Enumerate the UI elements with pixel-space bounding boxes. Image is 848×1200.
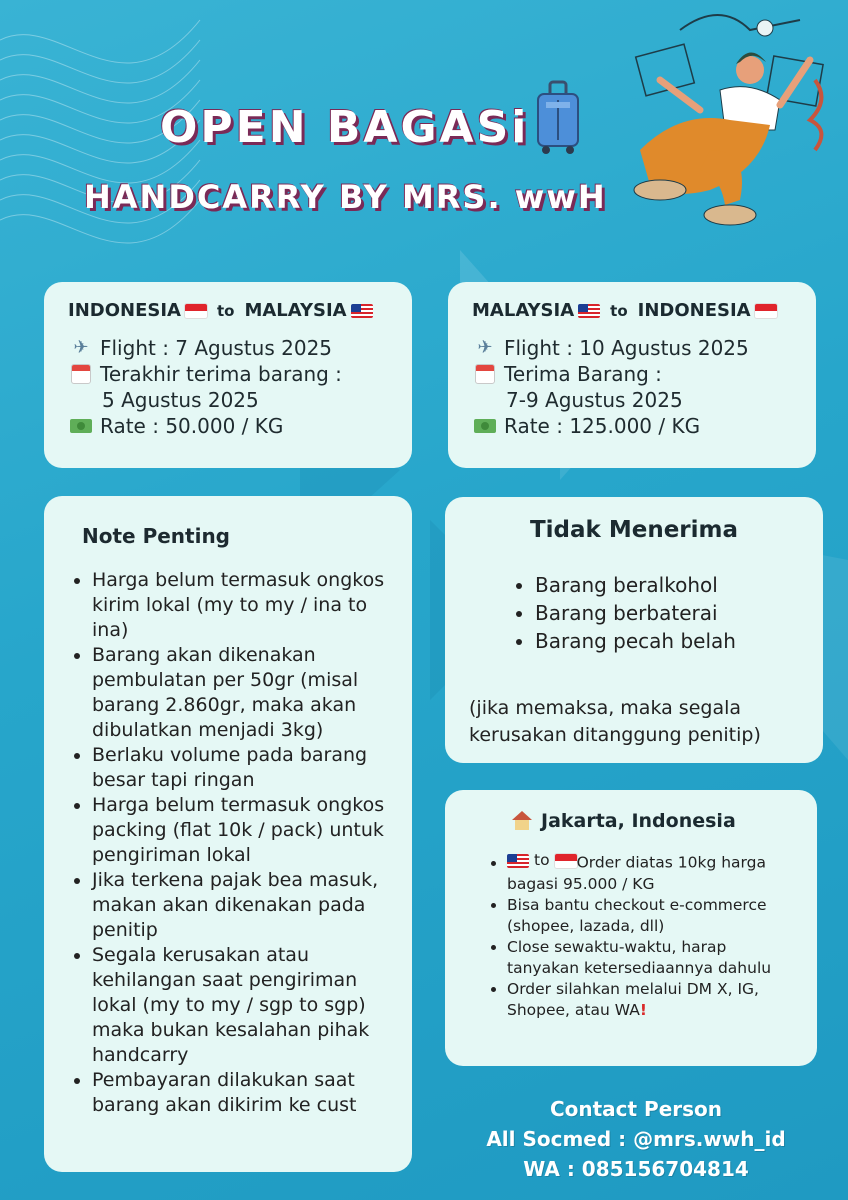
list-item: • Harga belum termasuk ongkos packing (flat 10k / pack) untuk pengiriman lokal <box>92 793 390 868</box>
jakarta-title: Jakarta, Indonesia <box>541 810 736 832</box>
calendar-icon <box>475 364 495 384</box>
route-from: INDONESIA <box>68 300 181 321</box>
not-accepted-note: (jika memaksa, maka segala kerusakan ditanggung penitip) <box>469 697 761 746</box>
contact-socmed: All Socmed : @mrs.wwh_id <box>486 1127 786 1151</box>
deadline-date-line <box>68 387 388 413</box>
calendar-icon <box>71 364 91 384</box>
rate-line <box>472 413 792 439</box>
flag-indonesia-icon <box>755 304 777 318</box>
receive-label: Terima Barang : <box>504 362 662 386</box>
contact-title: Contact Person <box>549 1097 723 1121</box>
note-list <box>72 568 390 1118</box>
list-item <box>507 850 795 895</box>
rate-line <box>68 413 388 439</box>
airplane-icon: ✈ <box>73 337 89 358</box>
suitcase-icon <box>536 80 580 156</box>
order-channels: Order silahkan melalui DM X, IG, Shopee, atau WA <box>507 979 759 1019</box>
note-title: Note Penting <box>82 524 230 548</box>
list-item: • Close sewaktu-waktu, harap tanyakan ketersediaannya dahulu <box>507 937 795 979</box>
flag-malaysia-icon <box>351 304 373 318</box>
money-icon <box>474 419 496 433</box>
route-heading <box>472 300 792 321</box>
flight-line <box>472 335 792 361</box>
house-icon <box>511 811 533 831</box>
flag-malaysia-icon <box>507 854 529 868</box>
route-to-word: • to <box>534 851 550 869</box>
page-title: OPEN BAGASi <box>160 102 530 153</box>
not-accepted-card <box>445 497 823 763</box>
flag-indonesia-icon <box>185 304 207 318</box>
route-card-malaysia-indonesia <box>448 282 816 468</box>
route-to: MALAYSIA <box>244 300 347 321</box>
flight-line <box>68 335 388 361</box>
list-item: • Barang pecah belah <box>535 627 799 655</box>
contact-section <box>446 1094 826 1184</box>
person-illustration <box>600 0 848 250</box>
deadline-label: Terakhir terima barang : <box>100 362 342 386</box>
money-icon <box>70 419 92 433</box>
list-item: • Barang beralkohol <box>535 571 799 599</box>
receive-date-line <box>472 387 792 413</box>
route-heading <box>68 300 388 321</box>
route-to-word: to <box>610 301 628 320</box>
flight-date: Flight : 7 Agustus 2025 <box>100 336 333 360</box>
exclamation-icon: ! <box>639 1000 647 1019</box>
list-item <box>507 979 795 1021</box>
list-item: • Pembayaran dilakukan saat barang akan dikirim ke cust <box>92 1068 390 1118</box>
rate-value: Rate : 50.000 / KG <box>100 414 284 438</box>
deadline-date: 5 Agustus 2025 <box>102 388 259 412</box>
receive-date: 7-9 Agustus 2025 <box>506 388 683 412</box>
flag-indonesia-icon <box>555 854 577 868</box>
flag-malaysia-icon <box>578 304 600 318</box>
order-note: Order diatas 10kg harga bagasi 95.000 / KG <box>507 853 766 893</box>
list-item: • Berlaku volume pada barang besar tapi ringan <box>92 743 390 793</box>
route-card-indonesia-malaysia <box>44 282 412 468</box>
page-subtitle: HANDCARRY BY MRS. wwH <box>84 178 607 216</box>
receive-line <box>472 361 792 387</box>
jakarta-heading <box>511 810 795 832</box>
contact-wa: WA : 085156704814 <box>523 1157 749 1181</box>
route-to: INDONESIA <box>637 300 751 321</box>
list-item: • Barang berbaterai <box>535 599 799 627</box>
list-item: • Bisa bantu checkout e-commerce (shopee, lazada, dll) <box>507 895 795 937</box>
route-from: MALAYSIA <box>472 300 575 321</box>
flight-date: Flight : 10 Agustus 2025 <box>504 336 749 360</box>
note-card <box>44 496 412 1172</box>
jakarta-list <box>487 850 795 1021</box>
route-to-word: to <box>216 301 235 320</box>
list-item: • Segala kerusakan atau kehilangan saat pengiriman lokal (my to my / sgp to sgp) maka bukan kesalahan pihak handcarry <box>92 943 390 1068</box>
airplane-icon: ✈ <box>477 337 493 358</box>
jakarta-card <box>445 790 817 1066</box>
not-accepted-list <box>469 571 799 655</box>
deadline-line <box>68 361 388 387</box>
rate-value: Rate : 125.000 / KG <box>504 414 701 438</box>
list-item: • Harga belum termasuk ongkos kirim lokal (my to my / ina to ina) <box>92 568 390 643</box>
not-accepted-title: Tidak Menerima <box>529 517 739 543</box>
list-item: • Jika terkena pajak bea masuk, makan akan dikenakan pada penitip <box>92 868 390 943</box>
list-item: • Barang akan dikenakan pembulatan per 50gr (misal barang 2.860gr, maka akan dibulatkan menjadi 3kg) <box>92 643 390 743</box>
